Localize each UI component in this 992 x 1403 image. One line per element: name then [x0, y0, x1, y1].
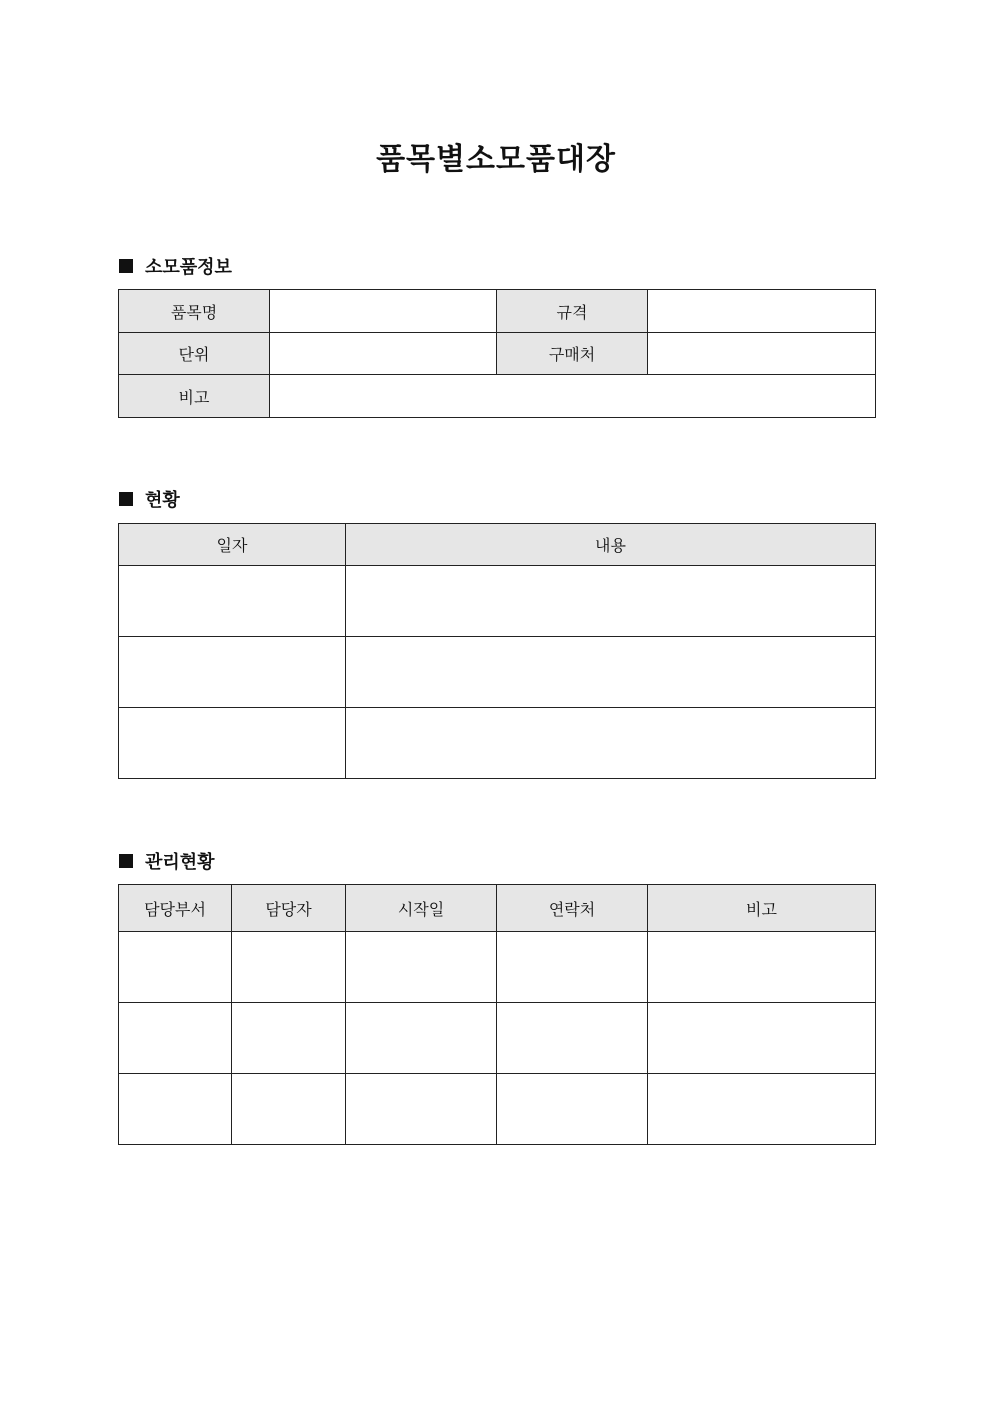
spec-field[interactable] — [648, 290, 876, 333]
department-cell[interactable] — [119, 932, 232, 1003]
remarks-cell[interactable] — [648, 932, 876, 1003]
status-table — [118, 523, 876, 779]
section-heading-info — [119, 253, 232, 279]
table-row — [119, 566, 876, 637]
date-cell[interactable] — [119, 566, 346, 637]
square-bullet-icon — [119, 259, 133, 273]
content-cell[interactable] — [346, 708, 876, 779]
contact-cell[interactable] — [497, 1003, 648, 1074]
department-cell[interactable] — [119, 1074, 232, 1145]
start-date-cell[interactable] — [346, 1074, 497, 1145]
label-spec: 규격 — [497, 290, 648, 333]
content-cell[interactable] — [346, 566, 876, 637]
contact-cell[interactable] — [497, 932, 648, 1003]
column-header-contact: 연락처 — [497, 885, 648, 932]
section-heading-status — [119, 486, 180, 512]
manager-cell[interactable] — [232, 1003, 346, 1074]
vendor-field[interactable] — [648, 333, 876, 375]
table-row — [119, 932, 876, 1003]
date-cell[interactable] — [119, 708, 346, 779]
column-header-content: 내용 — [346, 524, 876, 566]
table-row — [119, 708, 876, 779]
content-cell[interactable] — [346, 637, 876, 708]
column-header-date: 일자 — [119, 524, 346, 566]
label-item-name: 품목명 — [119, 290, 270, 333]
remarks-field[interactable] — [270, 375, 876, 418]
remarks-cell[interactable] — [648, 1003, 876, 1074]
table-row — [119, 637, 876, 708]
unit-field[interactable] — [270, 333, 497, 375]
column-header-department: 담당부서 — [119, 885, 232, 932]
section-heading-label: 소모품정보 — [145, 257, 232, 278]
column-header-start-date: 시작일 — [346, 885, 497, 932]
management-table — [118, 884, 876, 1145]
column-header-manager: 담당자 — [232, 885, 346, 932]
table-row — [119, 1003, 876, 1074]
contact-cell[interactable] — [497, 1074, 648, 1145]
item-name-field[interactable] — [270, 290, 497, 333]
start-date-cell[interactable] — [346, 932, 497, 1003]
label-vendor: 구매처 — [497, 333, 648, 375]
manager-cell[interactable] — [232, 932, 346, 1003]
start-date-cell[interactable] — [346, 1003, 497, 1074]
square-bullet-icon — [119, 492, 133, 506]
date-cell[interactable] — [119, 637, 346, 708]
label-unit: 단위 — [119, 333, 270, 375]
department-cell[interactable] — [119, 1003, 232, 1074]
label-remarks: 비고 — [119, 375, 270, 418]
square-bullet-icon — [119, 854, 133, 868]
remarks-cell[interactable] — [648, 1074, 876, 1145]
column-header-remarks: 비고 — [648, 885, 876, 932]
table-row — [119, 1074, 876, 1145]
page-title: 품목별소모품대장 — [376, 142, 616, 177]
section-heading-label: 현황 — [145, 490, 180, 511]
info-table — [118, 289, 876, 418]
section-heading-label: 관리현황 — [145, 852, 215, 873]
manager-cell[interactable] — [232, 1074, 346, 1145]
section-heading-management — [119, 848, 215, 874]
